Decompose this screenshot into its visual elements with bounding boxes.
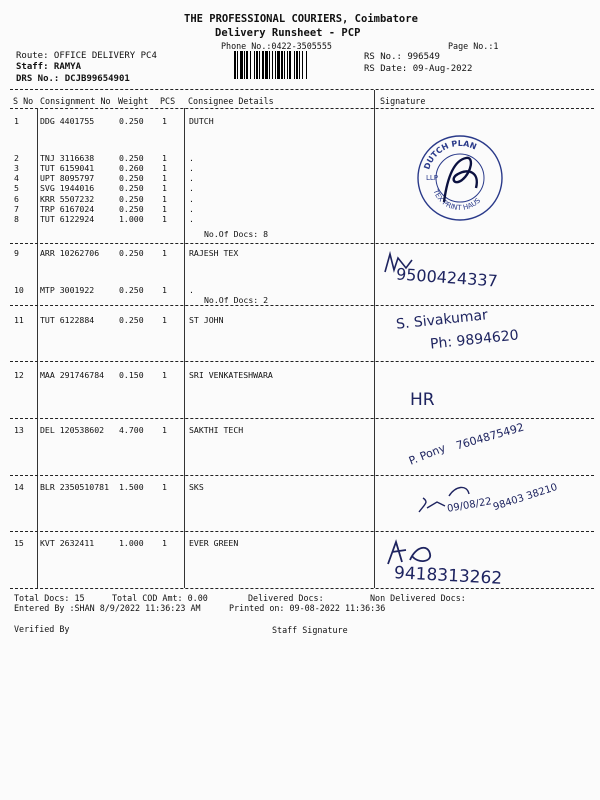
- handwritten-phone-14: 98403 38210: [491, 481, 559, 514]
- document-title: Delivery Runsheet - PCP: [215, 27, 361, 39]
- verified-by: Verified By: [14, 624, 70, 634]
- row-sno: 15: [14, 538, 24, 548]
- row-weight: 4.700: [119, 425, 144, 435]
- table-top-rule: [10, 89, 594, 90]
- row-pcs: 1: [162, 163, 167, 173]
- staff: Staff: RAMYA: [16, 62, 82, 72]
- row-pcs: 1: [162, 285, 167, 295]
- handwritten-phone-13: 7604875492: [454, 420, 526, 453]
- row-pcs: 1: [162, 370, 167, 380]
- row-weight: 0.150: [119, 370, 144, 380]
- group-rule: [10, 475, 594, 476]
- row-sno: 6: [14, 194, 19, 204]
- stamp-ring-bottom: LLP: [426, 174, 439, 182]
- row-pcs: 1: [162, 153, 167, 163]
- header-bottom-rule: [10, 108, 594, 109]
- total-cod: Total COD Amt: 0.00: [112, 593, 208, 603]
- row-sno: 8: [14, 214, 19, 224]
- row-weight: 0.260: [119, 163, 144, 173]
- row-pcs: 1: [162, 194, 167, 204]
- entered-by: Entered By :SHAN 8/9/2022 11:36:23 AM: [14, 603, 201, 613]
- row-sno: 13: [14, 425, 24, 435]
- company-stamp: [414, 132, 506, 224]
- row-pcs: 1: [162, 538, 167, 548]
- row-weight: 1.000: [119, 214, 144, 224]
- row-pcs: 1: [162, 204, 167, 214]
- row-pcs: 1: [162, 425, 167, 435]
- rs-date: RS Date: 09-Aug-2022: [364, 64, 473, 74]
- group-rule: [10, 418, 594, 419]
- row-pcs: 1: [162, 482, 167, 492]
- row-consignment-no: UPT 8095797: [40, 173, 95, 183]
- row-consignee: .: [189, 204, 194, 214]
- row-consignment-no: KVT 2632411: [40, 538, 95, 548]
- group-rule: [10, 305, 594, 306]
- row-consignment-no: TUT 6122924: [40, 214, 95, 224]
- row-sno: 12: [14, 370, 24, 380]
- group-rule: [10, 361, 594, 362]
- row-weight: 0.250: [119, 173, 144, 183]
- page-number: Page No.:1: [448, 41, 499, 51]
- row-consignment-no: MTP 3001922: [40, 285, 95, 295]
- phone-number: Phone No.:0422-3505555: [221, 41, 332, 51]
- handwritten-initials-12: HR: [410, 390, 435, 410]
- handwritten-phone-15: 9418313262: [393, 563, 503, 589]
- delivered-docs: Delivered Docs:: [248, 593, 324, 603]
- row-weight: 0.250: [119, 153, 144, 163]
- row-sno: 2: [14, 153, 19, 163]
- row-consignee: SAKTHI TECH: [189, 425, 244, 435]
- row-weight: 1.500: [119, 482, 144, 492]
- col-divider: [37, 108, 38, 588]
- row-consignment-no: BLR 2350510781: [40, 482, 110, 492]
- row-weight: 0.250: [119, 194, 144, 204]
- row-consignment-no: TRP 6167024: [40, 204, 95, 214]
- row-consignment-no: MAA 291746784: [40, 370, 105, 380]
- col-divider: [374, 90, 375, 588]
- row-sno: 3: [14, 163, 19, 173]
- row-weight: 0.250: [119, 183, 144, 193]
- row-weight: 0.250: [119, 248, 144, 258]
- row-sno: 1: [14, 116, 19, 126]
- company-name: THE PROFESSIONAL COURIERS, Coimbatore: [184, 13, 418, 25]
- row-weight: 0.250: [119, 204, 144, 214]
- row-consignment-no: ARR 10262706: [40, 248, 100, 258]
- row-consignment-no: SVG 1944016: [40, 183, 95, 193]
- docs-note: No.Of Docs: 2: [204, 295, 269, 305]
- handwritten-date-14: 09/08/22: [446, 496, 493, 515]
- col-signature: Signature: [380, 96, 426, 106]
- row-consignee: .: [189, 173, 194, 183]
- col-consignee: Consignee Details: [188, 96, 274, 106]
- row-pcs: 1: [162, 173, 167, 183]
- drs-number: DRS No.: DCJB99654901: [16, 74, 130, 84]
- route: Route: OFFICE DELIVERY PC4: [16, 51, 157, 61]
- handwritten-name-13: P. Pony: [406, 441, 448, 468]
- row-consignee: .: [189, 183, 194, 193]
- rs-number: RS No.: 996549: [364, 52, 440, 62]
- row-sno: 5: [14, 183, 19, 193]
- barcode: [233, 51, 353, 79]
- row-pcs: 1: [162, 183, 167, 193]
- row-sno: 10: [14, 285, 24, 295]
- row-consignee: EVER GREEN: [189, 538, 239, 548]
- col-pcs: PCS: [160, 96, 176, 106]
- row-sno: 14: [14, 482, 24, 492]
- col-weight: Weight: [118, 96, 149, 106]
- printed-on: Printed on: 09-08-2022 11:36:36: [229, 603, 386, 613]
- row-consignee: DUTCH: [189, 116, 214, 126]
- row-pcs: 1: [162, 248, 167, 258]
- row-pcs: 1: [162, 214, 167, 224]
- row-sno: 7: [14, 204, 19, 214]
- group-rule: [10, 243, 594, 244]
- docs-note: No.Of Docs: 8: [204, 229, 269, 239]
- row-consignee: .: [189, 153, 194, 163]
- row-weight: 0.250: [119, 285, 144, 295]
- row-consignment-no: TNJ 3116638: [40, 153, 95, 163]
- stamp-ring-top: DUTCH PLAN: [422, 138, 478, 171]
- col-sno: S No: [13, 96, 34, 106]
- row-consignment-no: TUT 6122884: [40, 315, 95, 325]
- row-sno: 11: [14, 315, 24, 325]
- row-consignee: .: [189, 214, 194, 224]
- row-consignment-no: DDG 4401755: [40, 116, 95, 126]
- row-weight: 0.250: [119, 116, 144, 126]
- row-weight: 0.250: [119, 315, 144, 325]
- row-consignment-no: DEL 120538602: [40, 425, 105, 435]
- total-docs: Total Docs: 15: [14, 593, 85, 603]
- row-pcs: 1: [162, 116, 167, 126]
- row-consignee: RAJESH TEX: [189, 248, 239, 258]
- stamp-ring-side: TEX PRINT HAUS: [431, 188, 483, 213]
- handwritten-name-11: S. Sivakumar: [395, 307, 489, 333]
- non-delivered-docs: Non Delivered Docs:: [370, 593, 466, 603]
- row-consignee: SRI VENKATESHWARA: [189, 370, 273, 380]
- row-sno: 9: [14, 248, 19, 258]
- handwritten-phone-9: 9500424337: [395, 264, 499, 291]
- row-consignee: .: [189, 194, 194, 204]
- row-weight: 1.000: [119, 538, 144, 548]
- staff-signature: Staff Signature: [272, 625, 348, 635]
- table-bottom-rule: [10, 588, 594, 589]
- row-consignee: .: [189, 163, 194, 173]
- row-consignee: .: [189, 285, 194, 295]
- row-consignment-no: KRR 5507232: [40, 194, 95, 204]
- svg-text:TEX PRINT HAUS: [431, 187, 482, 212]
- col-consignment: Consignment No: [40, 96, 111, 106]
- row-sno: 4: [14, 173, 19, 183]
- handwritten-phone-11: Ph: 9894620: [429, 327, 520, 353]
- row-consignee: SKS: [189, 482, 204, 492]
- group-rule: [10, 531, 594, 532]
- row-consignee: ST JOHN: [189, 315, 224, 325]
- row-consignment-no: TUT 6159041: [40, 163, 95, 173]
- col-divider: [184, 108, 185, 588]
- row-pcs: 1: [162, 315, 167, 325]
